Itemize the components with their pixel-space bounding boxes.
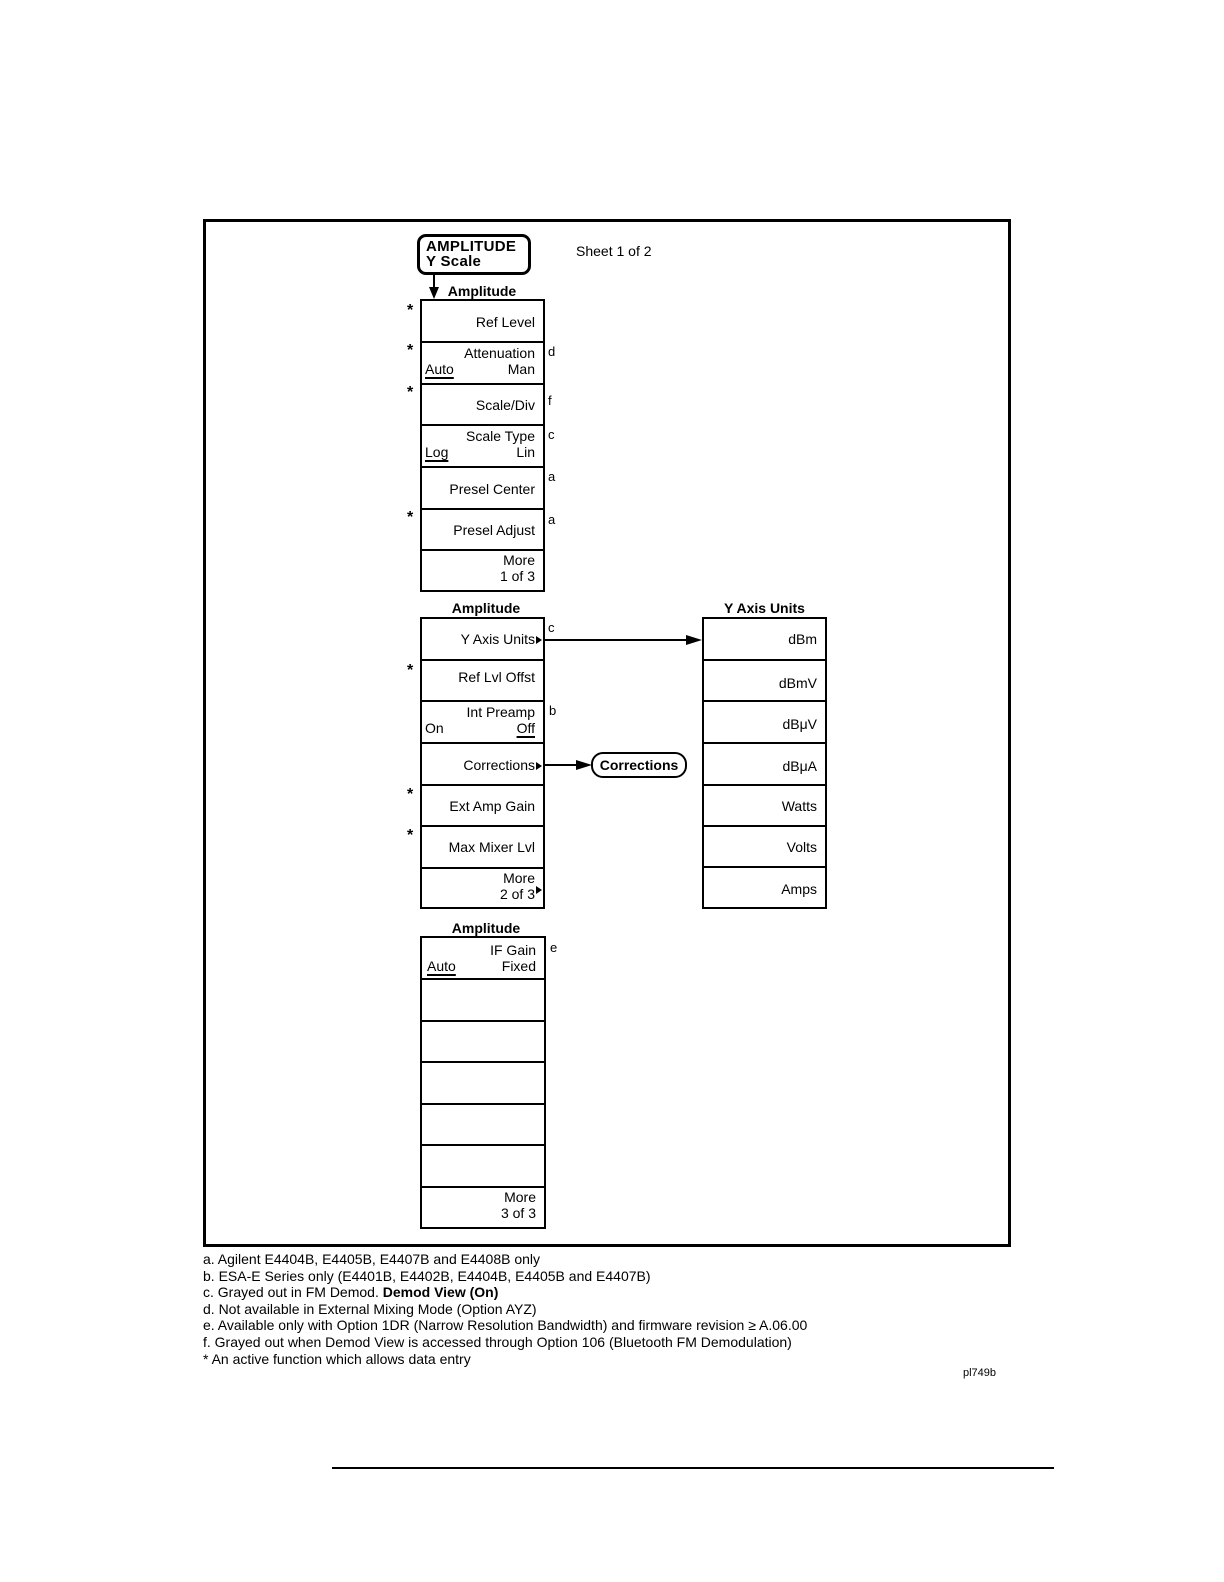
softkey-label: Ref Lvl Offst (458, 669, 535, 685)
softkey-label: Watts (781, 798, 817, 814)
softkey-option-lin: Lin (516, 444, 535, 460)
menu2 (420, 617, 545, 909)
softkey-ref-level[interactable] (422, 301, 543, 343)
figure-id: pl749b (963, 1367, 997, 1379)
softkey-more-2-of-3[interactable] (422, 869, 543, 909)
menu3-title: Amplitude (451, 920, 521, 936)
softkey-ref-lvl-offst[interactable] (422, 661, 543, 702)
softkey-option-man: Man (507, 361, 535, 377)
footnote-e-text: e. Available only with Option 1DR (Narrow Resolution Bandwidth) and firmware revision (203, 1317, 749, 1334)
footnote-c-bold: Demod View (On) (382, 1284, 499, 1301)
softkey-label-line2: 3 of 3 (500, 1205, 536, 1221)
softkey-option-fixed: Fixed (501, 958, 536, 974)
softkey-label: Ext Amp Gain (449, 798, 535, 814)
softkey-int-preamp[interactable] (422, 702, 543, 744)
footnotes (203, 1251, 807, 1367)
softkey-blank (422, 1105, 544, 1146)
sheet-label: Sheet 1 of 2 (576, 243, 652, 259)
softkey-option-off: Off (516, 720, 535, 736)
star-ext-amp-gain: * (407, 786, 414, 803)
softkey-label: Presel Adjust (453, 522, 535, 538)
softkey-dbua[interactable] (704, 744, 825, 786)
softkey-label: dBμA (782, 758, 817, 774)
more-arrow-icon (536, 886, 542, 894)
softkey-presel-center[interactable] (422, 468, 543, 510)
softkey-label: dBmV (778, 675, 817, 691)
softkey-blank (422, 1022, 544, 1063)
softkey-scale-div[interactable] (422, 385, 543, 426)
softkey-label: IF Gain (490, 942, 536, 958)
footnote-star: * An active function which allows data entry (203, 1350, 471, 1367)
softkey-label: Scale Type (465, 428, 535, 444)
softkey-label-line2: 2 of 3 (499, 886, 535, 902)
note-b: b (549, 703, 557, 718)
softkey-label: Attenuation (464, 345, 535, 361)
footnote-d: d. Not available in External Mixing Mode (Option AYZ) (203, 1300, 537, 1317)
corrections-menu-button[interactable]: Corrections (591, 752, 687, 778)
softkey-label: Presel Center (449, 481, 535, 497)
note-c-yaxis: c (548, 620, 555, 635)
softkey-corrections[interactable] (422, 744, 543, 786)
softkey-label-line1: More (503, 870, 535, 886)
softkey-label-line2: 1 of 3 (499, 568, 535, 584)
footnote-c (203, 1284, 807, 1301)
hardkey-line2: Y Scale (426, 253, 482, 270)
hardkey-line1: AMPLITUDE (426, 238, 517, 255)
footnote-e-tail: A.06.00 (755, 1317, 808, 1334)
note-e: e (550, 940, 558, 955)
softkey-label: dBμV (782, 716, 817, 732)
footnote-a: a. Agilent E4404B, E4405B, E4407B and E4408B only (203, 1251, 541, 1267)
star-ref-lvl-offst: * (407, 662, 414, 679)
softkey-if-gain[interactable] (422, 938, 544, 980)
amplitude-yscale-hardkey[interactable] (417, 234, 531, 275)
star-max-mixer-lvl: * (407, 827, 414, 844)
softkey-label: Int Preamp (466, 704, 535, 720)
softkey-label: Y Axis Units (460, 631, 535, 647)
footnote-c-text: c. Grayed out in FM Demod. (203, 1284, 383, 1301)
softkey-amps[interactable] (704, 868, 825, 909)
softkey-label: Amps (781, 881, 817, 897)
softkey-more-3-of-3[interactable] (422, 1188, 544, 1227)
menu1-title: Amplitude (447, 283, 517, 299)
yaxis-menu-title: Y Axis Units (724, 600, 805, 616)
note-a-center: a (548, 469, 556, 484)
softkey-label-line1: More (503, 552, 535, 568)
footnote-b: b. ESA-E Series only (E4401B, E4402B, E4404B, E4405B and E4407B) (203, 1267, 651, 1284)
note-d: d (548, 344, 556, 359)
softkey-presel-adjust[interactable] (422, 510, 543, 551)
menu2-title: Amplitude (451, 600, 521, 616)
note-c: c (548, 427, 555, 442)
softkey-label: Scale/Div (475, 397, 535, 413)
softkey-option-auto: Auto (425, 361, 454, 377)
softkey-scale-type[interactable] (422, 426, 543, 468)
softkey-blank (422, 1063, 544, 1105)
softkey-volts[interactable] (704, 827, 825, 868)
softkey-blank (422, 1146, 544, 1188)
softkey-max-mixer-lvl[interactable] (422, 827, 543, 869)
softkey-y-axis-units[interactable] (422, 619, 543, 661)
footnote-e-ge: ≥ (748, 1317, 756, 1334)
submenu-arrow-icon (536, 762, 542, 770)
softkey-label: Corrections (463, 757, 535, 773)
star-attenuation: * (407, 342, 414, 359)
softkey-attenuation[interactable] (422, 343, 543, 385)
softkey-ext-amp-gain[interactable] (422, 786, 543, 827)
softkey-option-on: On (425, 720, 444, 736)
page-rule (332, 1467, 1054, 1469)
softkey-label-line1: More (504, 1189, 536, 1205)
note-a-adjust: a (548, 512, 556, 527)
footnote-e (203, 1317, 807, 1334)
softkey-dbmv[interactable] (704, 661, 825, 702)
star-presel-adjust: * (407, 509, 414, 526)
note-f: f (548, 393, 552, 408)
softkey-label: Volts (786, 839, 817, 855)
softkey-label: Ref Level (475, 314, 535, 330)
softkey-blank (422, 980, 544, 1022)
softkey-more-1-of-3[interactable] (422, 551, 543, 592)
softkey-watts[interactable] (704, 786, 825, 827)
softkey-option-log: Log (425, 444, 449, 460)
softkey-label: Max Mixer Lvl (448, 839, 535, 855)
menu3 (420, 936, 546, 1229)
footnote-f: f. Grayed out when Demod View is accessed through Option 106 (Bluetooth FM Demodulation) (203, 1333, 792, 1350)
softkey-dbuv[interactable] (704, 702, 825, 744)
softkey-dbm[interactable] (704, 619, 825, 661)
star-ref-level: * (407, 302, 414, 319)
star-scale-div: * (407, 384, 414, 401)
yaxis-units-menu (702, 617, 827, 909)
submenu-arrow-icon (536, 636, 542, 644)
menu1 (420, 299, 545, 592)
softkey-label: dBm (788, 631, 817, 647)
softkey-option-auto: Auto (427, 958, 456, 974)
